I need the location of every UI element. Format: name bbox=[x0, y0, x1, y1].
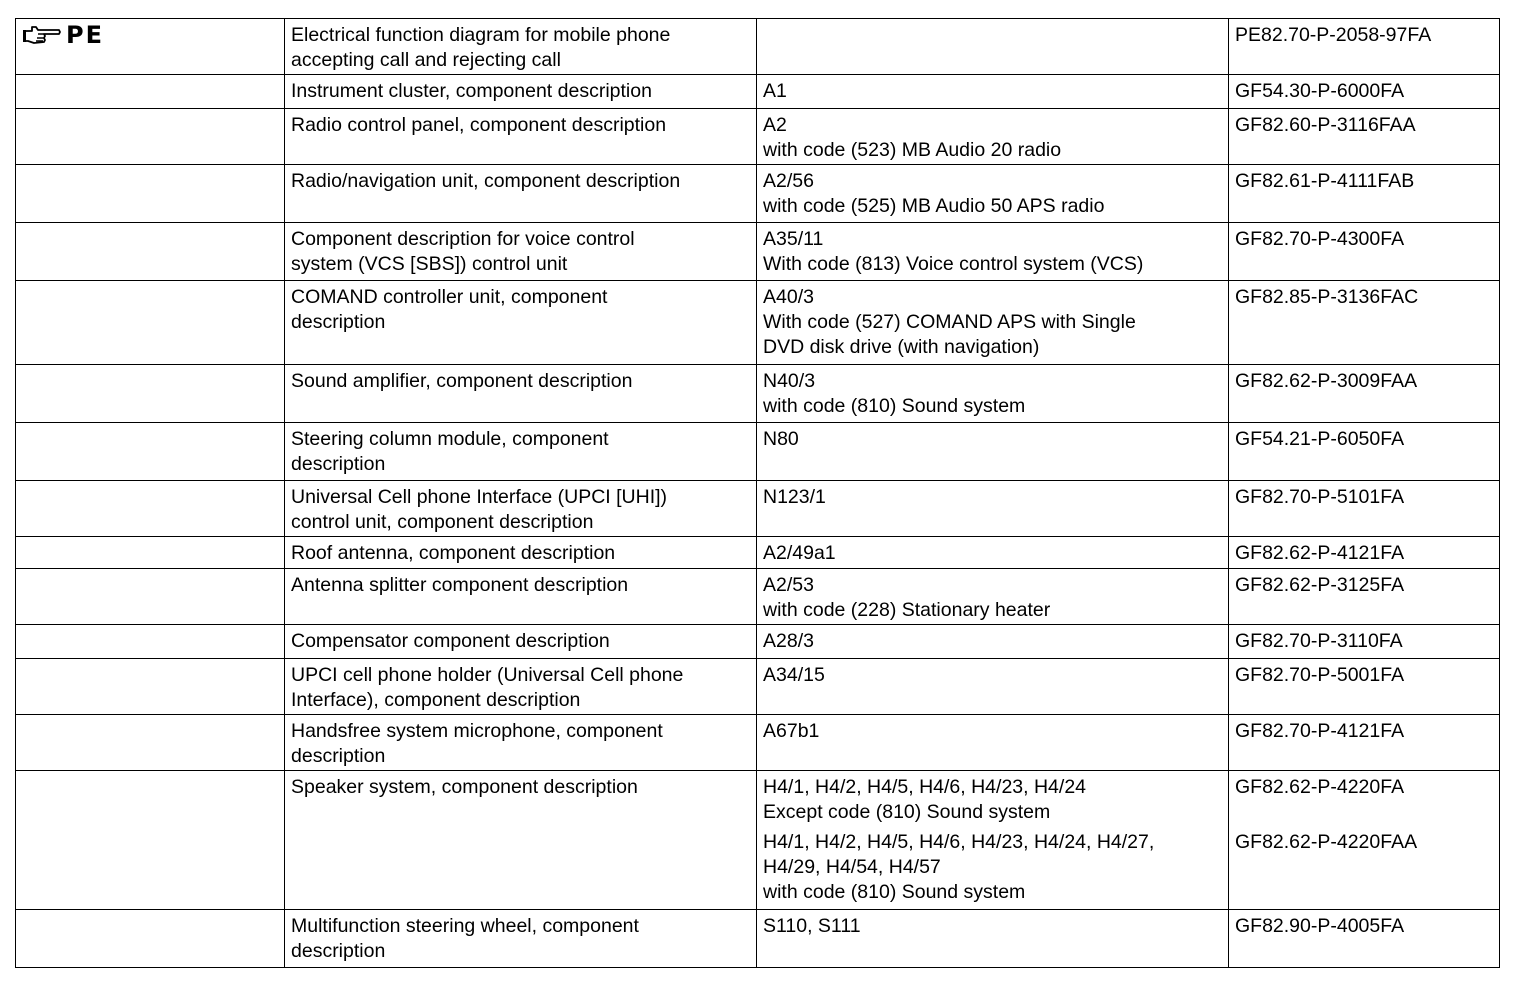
component-ref: with code (228) Stationary heater bbox=[763, 599, 1051, 621]
component-ref: A35/11 bbox=[763, 228, 824, 250]
document-number: GF82.70-P-3110FA bbox=[1235, 630, 1403, 652]
document-number-cell bbox=[1229, 423, 1500, 481]
table-row bbox=[16, 481, 1500, 537]
table-row bbox=[16, 423, 1500, 481]
component-name: description bbox=[291, 453, 386, 475]
component-ref-cell bbox=[757, 365, 1229, 423]
document-number-cell bbox=[1229, 715, 1500, 771]
component-name-cell bbox=[285, 910, 757, 968]
component-ref: with code (523) MB Audio 20 radio bbox=[763, 139, 1062, 161]
component-ref: N123/1 bbox=[763, 486, 826, 508]
document-number-cell bbox=[1229, 365, 1500, 423]
document-number: GF82.62-P-4220FAA bbox=[1235, 831, 1418, 853]
component-ref: with code (810) Sound system bbox=[763, 881, 1026, 903]
component-name-cell bbox=[285, 481, 757, 537]
component-name-cell bbox=[285, 625, 757, 659]
document-number-cell bbox=[1229, 223, 1500, 281]
table-row bbox=[16, 569, 1500, 625]
table-row bbox=[16, 537, 1500, 569]
component-name: system (VCS [SBS]) control unit bbox=[291, 253, 568, 275]
document-number: GF54.21-P-6050FA bbox=[1235, 428, 1405, 450]
component-name-cell bbox=[285, 75, 757, 109]
component-ref: A1 bbox=[763, 80, 787, 102]
table-row bbox=[16, 365, 1500, 423]
component-name-cell bbox=[285, 659, 757, 715]
document-number-cell bbox=[1229, 19, 1500, 75]
document-number: GF82.62-P-3125FA bbox=[1235, 574, 1405, 596]
component-ref-cell bbox=[757, 109, 1229, 165]
marker-cell bbox=[16, 481, 285, 537]
document-number-cell bbox=[1229, 569, 1500, 625]
table-row bbox=[16, 715, 1500, 771]
component-ref: with code (525) MB Audio 50 APS radio bbox=[763, 195, 1105, 217]
document-number: GF82.62-P-4121FA bbox=[1235, 542, 1405, 564]
component-ref-cell bbox=[757, 625, 1229, 659]
component-name-cell bbox=[285, 19, 757, 75]
document-number-cell bbox=[1229, 659, 1500, 715]
component-reference-table bbox=[15, 18, 1500, 968]
marker-cell bbox=[16, 19, 285, 75]
component-name: Compensator component description bbox=[291, 630, 610, 652]
component-ref: DVD disk drive (with navigation) bbox=[763, 336, 1040, 358]
component-name-cell bbox=[285, 423, 757, 481]
table-row bbox=[16, 109, 1500, 165]
component-name: COMAND controller unit, component bbox=[291, 286, 608, 308]
component-name: Roof antenna, component description bbox=[291, 542, 616, 564]
document-number: GF82.62-P-3009FAA bbox=[1235, 370, 1418, 392]
component-ref: N80 bbox=[763, 428, 799, 450]
component-ref: H4/1, H4/2, H4/5, H4/6, H4/23, H4/24, H4/27, bbox=[763, 831, 1155, 853]
marker-cell bbox=[16, 625, 285, 659]
component-ref: A2/56 bbox=[763, 170, 814, 192]
component-ref: A2/53 bbox=[763, 574, 814, 596]
component-ref: A67b1 bbox=[763, 720, 820, 742]
document-number: GF82.62-P-4220FA bbox=[1235, 776, 1405, 798]
component-name-cell bbox=[285, 537, 757, 569]
component-ref-cell bbox=[757, 771, 1229, 910]
component-ref-cell bbox=[757, 281, 1229, 365]
marker-cell bbox=[16, 365, 285, 423]
component-name: Speaker system, component description bbox=[291, 776, 638, 798]
marker-cell bbox=[16, 537, 285, 569]
component-name: Universal Cell phone Interface (UPCI [UHI]) bbox=[291, 486, 668, 508]
component-ref-cell bbox=[757, 537, 1229, 569]
table-row bbox=[16, 19, 1500, 75]
marker-cell bbox=[16, 715, 285, 771]
component-name: Radio/navigation unit, component description bbox=[291, 170, 681, 192]
component-name: Electrical function diagram for mobile phone bbox=[291, 24, 671, 46]
component-ref-cell bbox=[757, 165, 1229, 223]
component-ref: N40/3 bbox=[763, 370, 816, 392]
document-number-cell bbox=[1229, 537, 1500, 569]
document-number: GF82.60-P-3116FAA bbox=[1235, 114, 1416, 136]
pe-marker bbox=[22, 23, 278, 47]
component-name: Component description for voice control bbox=[291, 228, 635, 250]
component-ref-cell bbox=[757, 659, 1229, 715]
marker-cell bbox=[16, 423, 285, 481]
component-name: Handsfree system microphone, component bbox=[291, 720, 663, 742]
component-name: control unit, component description bbox=[291, 511, 594, 533]
component-name: description bbox=[291, 940, 386, 962]
component-ref-cell bbox=[757, 910, 1229, 968]
marker-cell bbox=[16, 910, 285, 968]
table-row bbox=[16, 771, 1500, 910]
document-number: GF82.70-P-4300FA bbox=[1235, 228, 1405, 250]
component-ref: H4/1, H4/2, H4/5, H4/6, H4/23, H4/24 bbox=[763, 776, 1087, 798]
component-name: Steering column module, component bbox=[291, 428, 609, 450]
component-name: Antenna splitter component description bbox=[291, 574, 629, 596]
marker-cell bbox=[16, 659, 285, 715]
component-name: Radio control panel, component description bbox=[291, 114, 667, 136]
component-ref-cell bbox=[757, 75, 1229, 109]
component-name: accepting call and rejecting call bbox=[291, 49, 561, 71]
component-name-cell bbox=[285, 771, 757, 910]
document-number-cell bbox=[1229, 75, 1500, 109]
component-name: description bbox=[291, 311, 386, 333]
document-number-cell bbox=[1229, 109, 1500, 165]
component-name-cell bbox=[285, 223, 757, 281]
component-ref: A28/3 bbox=[763, 630, 814, 652]
component-name: Instrument cluster, component description bbox=[291, 80, 652, 102]
marker-cell bbox=[16, 109, 285, 165]
component-ref-cell bbox=[757, 481, 1229, 537]
component-name-cell bbox=[285, 281, 757, 365]
document-number: GF54.30-P-6000FA bbox=[1235, 80, 1405, 102]
pointing-hand-icon bbox=[22, 24, 62, 46]
table-row bbox=[16, 223, 1500, 281]
document-number-cell bbox=[1229, 481, 1500, 537]
document-number-cell bbox=[1229, 910, 1500, 968]
component-ref-group bbox=[763, 775, 1222, 825]
component-name: Sound amplifier, component description bbox=[291, 370, 633, 392]
marker-cell bbox=[16, 223, 285, 281]
table-body bbox=[16, 19, 1500, 968]
marker-cell bbox=[16, 281, 285, 365]
pe-label: PE bbox=[66, 21, 104, 49]
component-name-cell bbox=[285, 569, 757, 625]
document-number: PE82.70-P-2058-97FA bbox=[1235, 24, 1432, 46]
component-name-cell bbox=[285, 165, 757, 223]
table-row bbox=[16, 75, 1500, 109]
table-row bbox=[16, 659, 1500, 715]
table-row bbox=[16, 165, 1500, 223]
component-name-cell bbox=[285, 715, 757, 771]
document-number-group bbox=[1235, 830, 1493, 905]
component-name: Multifunction steering wheel, component bbox=[291, 915, 639, 937]
document-number-group bbox=[1235, 775, 1493, 825]
component-ref-cell bbox=[757, 715, 1229, 771]
component-ref: A34/15 bbox=[763, 664, 825, 686]
document-number: GF82.90-P-4005FA bbox=[1235, 915, 1405, 937]
component-name: UPCI cell phone holder (Universal Cell phone bbox=[291, 664, 684, 686]
document-number-cell bbox=[1229, 625, 1500, 659]
component-ref: With code (813) Voice control system (VCS) bbox=[763, 253, 1144, 275]
component-name: description bbox=[291, 745, 386, 767]
table-row bbox=[16, 625, 1500, 659]
document-number: GF82.85-P-3136FAC bbox=[1235, 286, 1419, 308]
table-row bbox=[16, 281, 1500, 365]
document-number: GF82.70-P-5101FA bbox=[1235, 486, 1405, 508]
component-ref: with code (810) Sound system bbox=[763, 395, 1026, 417]
marker-cell bbox=[16, 75, 285, 109]
marker-cell bbox=[16, 569, 285, 625]
marker-cell bbox=[16, 165, 285, 223]
component-ref: H4/29, H4/54, H4/57 bbox=[763, 856, 941, 878]
component-ref-group bbox=[763, 830, 1222, 905]
component-ref-cell bbox=[757, 423, 1229, 481]
document-number-cell bbox=[1229, 165, 1500, 223]
table-row bbox=[16, 910, 1500, 968]
component-name-cell bbox=[285, 365, 757, 423]
component-ref: A2 bbox=[763, 114, 787, 136]
marker-cell bbox=[16, 771, 285, 910]
document-number: GF82.61-P-4111FAB bbox=[1235, 170, 1415, 192]
document-number-cell bbox=[1229, 771, 1500, 910]
component-ref: A2/49a1 bbox=[763, 542, 836, 564]
component-ref: With code (527) COMAND APS with Single bbox=[763, 311, 1136, 333]
component-name-cell bbox=[285, 109, 757, 165]
component-ref: A40/3 bbox=[763, 286, 814, 308]
component-ref: S110, S111 bbox=[763, 915, 861, 937]
component-ref-cell bbox=[757, 223, 1229, 281]
document-number: GF82.70-P-5001FA bbox=[1235, 664, 1405, 686]
component-ref: Except code (810) Sound system bbox=[763, 801, 1051, 823]
document-number-cell bbox=[1229, 281, 1500, 365]
document-number: GF82.70-P-4121FA bbox=[1235, 720, 1405, 742]
component-name: Interface), component description bbox=[291, 689, 581, 711]
component-ref-cell bbox=[757, 569, 1229, 625]
component-ref-cell bbox=[757, 19, 1229, 75]
